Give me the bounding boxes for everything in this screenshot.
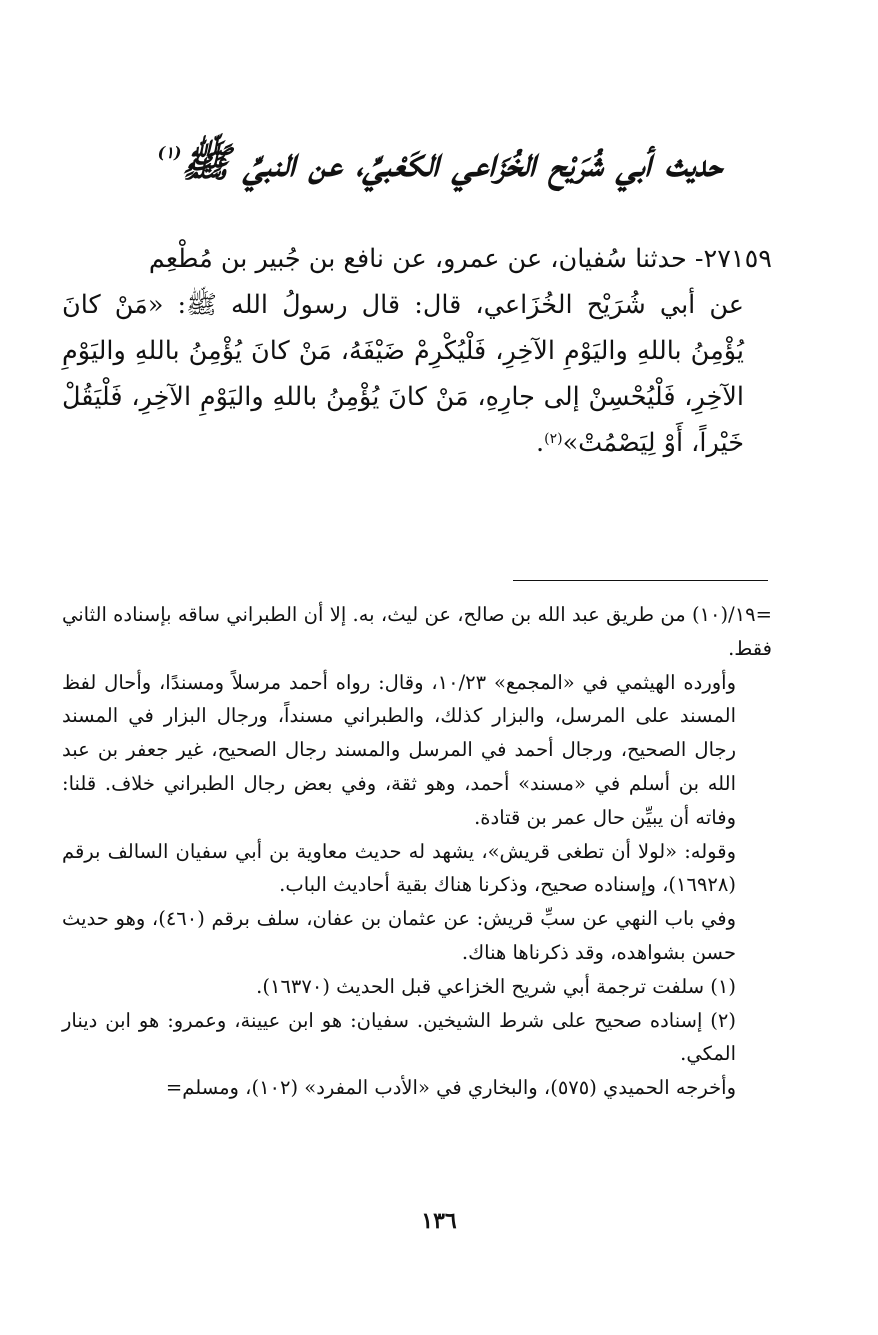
footnote-paragraph: وفي باب النهي عن سبِّ قريش: عن عثمان بن عفان، سلف برقم (٤٦٠)، وهو حديث حسن بشواهده، وقد ذكرناها هناك.: [62, 907, 736, 964]
heading-footnote-mark: (١): [157, 143, 182, 162]
footnote-2: (٢) إسناده صحيح على شرط الشيخين. سفيان: هو ابن عيينة، وعمرو: هو ابن دينار المكي.: [62, 1008, 736, 1066]
hadith-text: [62, 236, 772, 466]
hadith-end-mark: .: [536, 428, 545, 458]
page-number: ١٣٦: [421, 1208, 457, 1234]
hadith-matn: عن أبي شُرَيْح الخُزَاعي، قال: قال رسولُ الله ﷺ: «مَنْ كانَ يُؤْمِنُ باللهِ واليَوْمِ الآخِرِ، فَلْيُكْرِمْ ضَيْفَهُ، مَنْ كانَ يُؤْمِنُ باللهِ واليَوْمِ الآخِرِ، فَلْيُحْسِنْ إلى جارِهِ، مَنْ كانَ يُؤْمِنُ باللهِ واليَوْمِ الآخِرِ، فَلْيَقُلْ خَيْراً، أَوْ لِيَصْمُتْ»: [62, 290, 744, 458]
footnote-paragraph: وأخرجه الحميدي (٥٧٥)، والبخاري في «الأدب المفرد» (١٠٢)، ومسلم=: [165, 1076, 736, 1100]
footnote-paragraph: وأورده الهيثمي في «المجمع» ١٠/٢٣، وقال: رواه أحمد مرسلاً ومسندًا، وأحال لفظ المسند على المرسل، والبزار كذلك، والطبراني مسنداً، ورجال البزار في المسند رجال الصحيح، ورجال أحمد في المرسل والمسند رجال الصحيح، غير جعفر بن عبد الله بن أسلم في «مسند» أحمد، وهو ثقة، وفي بعض رجال الطبراني خلاف. قلنا: وفاته أن يبيِّن حال عمر بن قتادة.: [62, 670, 736, 829]
footnotes: [62, 598, 772, 1105]
footnote-1: (١) سلفت ترجمة أبي شريح الخزاعي قبل الحديث (١٦٣٧٠).: [256, 974, 736, 998]
footnote-paragraph: وقوله: «لولا أن تطغى قريش»، يشهد له حديث معاوية بن أبي سفيان السالف برقم (١٦٩٢٨)، وإسناده صحيح، وذكرنا هناك بقية أحاديث الباب.: [62, 839, 736, 897]
hadith-isnad-line: ٢٧١٥٩- حدثنا سُفيان، عن عمرو، عن نافع بن جُبير بن مُطْعِم: [148, 244, 772, 274]
heading-title: حديث أبي شُرَيْح الخُزَاعي الكَعْبيِّ، عن النبيِّ ﷺ: [181, 139, 723, 186]
hadith-body: [62, 282, 772, 466]
footnote-separator: [513, 580, 768, 581]
hadith-chapter-heading: [100, 128, 780, 198]
hadith-footnote-mark: (٢): [544, 431, 563, 447]
footnote-continuation: =١٩/(١٠) من طريق عبد الله بن صالح، عن ليث، به. إلا أن الطبراني ساقه بإسناده الثاني فقط.: [62, 603, 772, 660]
